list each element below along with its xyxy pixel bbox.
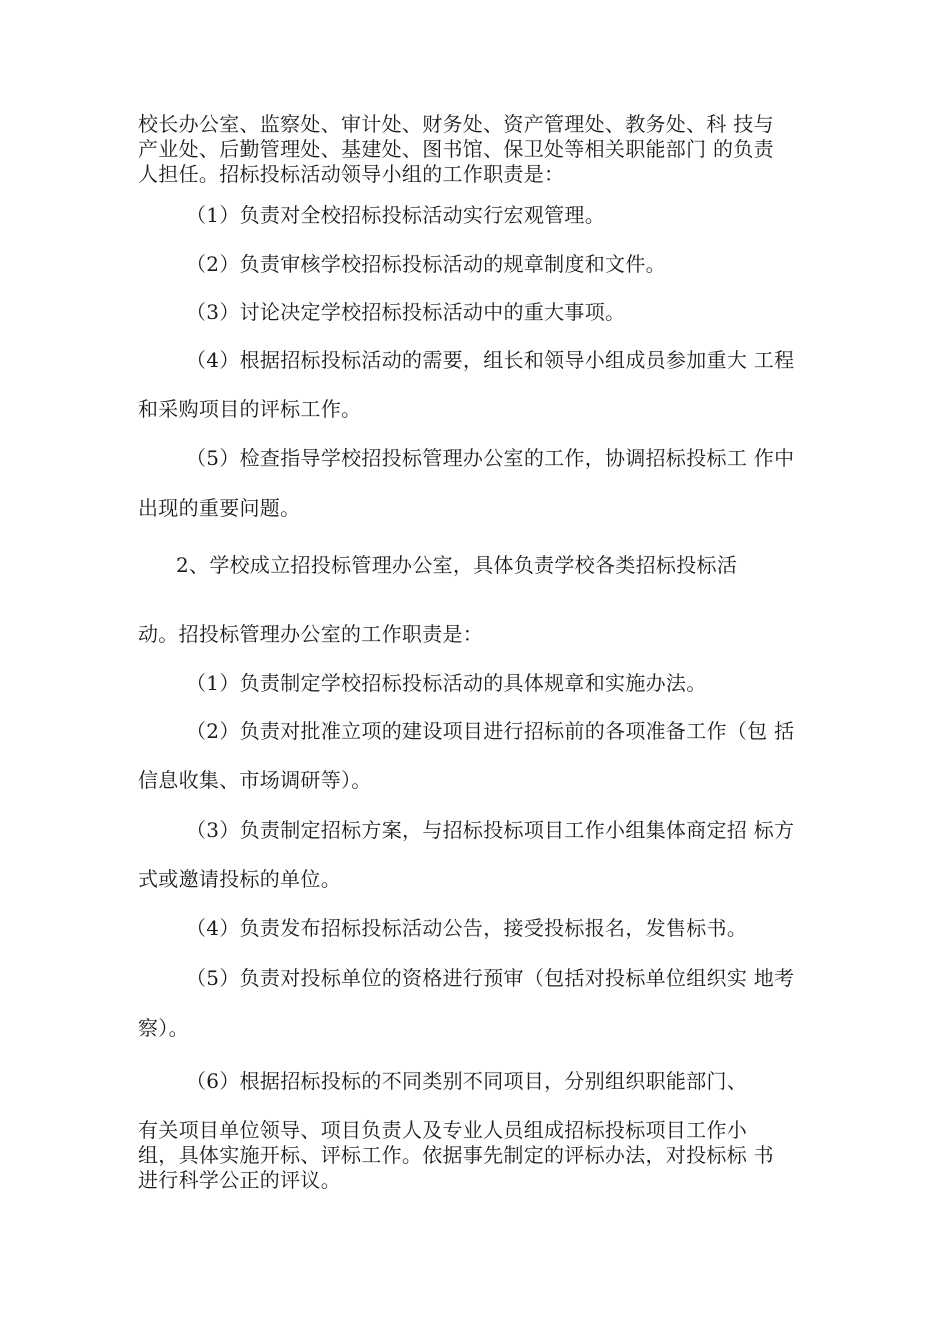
text-line: 出现的重要问题。 bbox=[138, 496, 301, 520]
text-line: 进行科学公正的评议。 bbox=[138, 1168, 341, 1192]
list-item: （4）负责发布招标投标活动公告，接受投标报名，发售标书。 bbox=[186, 916, 748, 940]
list-item: （6）根据招标投标的不同类别不同项目，分别组织职能部门、 bbox=[186, 1069, 748, 1093]
list-item: （4）根据招标投标活动的需要，组长和领导小组成员参加重大 工程 bbox=[186, 348, 795, 372]
text-line: 有关项目单位领导、项目负责人及专业人员组成招标投标项目工作小 bbox=[138, 1118, 747, 1142]
list-item: （2）负责审核学校招标投标活动的规章制度和文件。 bbox=[186, 252, 666, 276]
text-line: 校长办公室、监察处、审计处、财务处、资产管理处、教务处、科 技与 bbox=[138, 112, 774, 136]
list-item: （2）负责对批准立项的建设项目进行招标前的各项准备工作（包 括 bbox=[186, 719, 795, 743]
text-line: 产业处、后勤管理处、基建处、图书馆、保卫处等相关职能部门 的负责 bbox=[138, 137, 774, 161]
text-line: 人担任。招标投标活动领导小组的工作职责是： bbox=[138, 162, 565, 186]
section-heading: 2、学校成立招投标管理办公室，具体负责学校各类招标投标活 bbox=[176, 553, 738, 577]
list-item: （1）负责制定学校招标投标活动的具体规章和实施办法。 bbox=[186, 671, 707, 695]
text-line: 动。招投标管理办公室的工作职责是： bbox=[138, 622, 484, 646]
list-item: （1）负责对全校招标投标活动实行宏观管理。 bbox=[186, 203, 606, 227]
text-line: 组，具体实施开标、评标工作。依据事先制定的评标办法，对投标标 书 bbox=[138, 1143, 774, 1167]
text-line: 和采购项目的评标工作。 bbox=[138, 397, 362, 421]
list-item: （5）负责对投标单位的资格进行预审（包括对投标单位组织实 地考 bbox=[186, 966, 795, 990]
list-item: （3）负责制定招标方案，与招标投标项目工作小组集体商定招 标方 bbox=[186, 818, 795, 842]
list-item: （3）讨论决定学校招标投标活动中的重大事项。 bbox=[186, 300, 626, 324]
text-line: 察）。 bbox=[138, 1016, 189, 1040]
text-line: 式或邀请投标的单位。 bbox=[138, 867, 341, 891]
list-item: （5）检查指导学校招投标管理办公室的工作，协调招标投标工 作中 bbox=[186, 446, 795, 470]
text-line: 信息收集、市场调研等）。 bbox=[138, 768, 372, 792]
